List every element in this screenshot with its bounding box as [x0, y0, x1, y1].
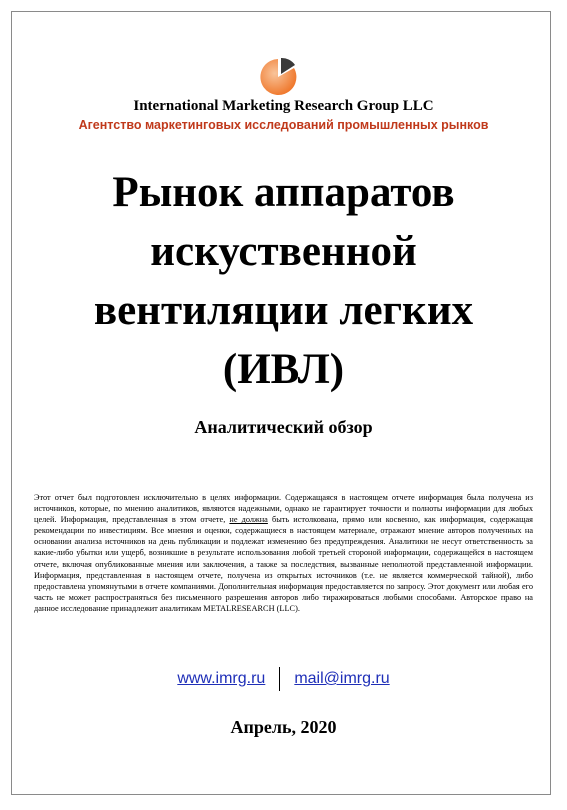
organization-subtitle: Агентство маркетинговых исследований промышленных рынков [78, 118, 489, 132]
disclaimer-part-2: быть истолкована, прямо или косвенно, как информация, содержащая рекомендации по инвестициям. Все мнения и оценки, содержащиеся в настоящем материале, отражают мнение авторов полученных на основании анализа источников на день публикации и подлежат изменению без предупреждения. Аналитики не несут ответственность за какие-либо убытки или ущерб, возникшие в результате использования любой третьей стороной информации, содержащейся в настоящем отчете, включая опубликованные мнения или заключения, а также за последствия, вызванные неполнотой представленной информации. Информация, представленная в настоящем отчете, получена из открытых источников (т.е. не является коммерческой тайной), либо предоставлена упомянутыми в отчете компаниями. Дополнительная информация предоставляется по запросу. Этот документ или любая его часть не может распространяться без письменного разрешения авторов либо тиражироваться любыми способами. Авторское право на данное исследование принадлежит аналитикам METALRESEARCH (LLC). [34, 515, 533, 613]
report-title-line: искуственной [150, 228, 417, 275]
report-title-line: (ИВЛ) [222, 346, 345, 393]
contact-divider [279, 667, 280, 691]
disclaimer-part-1: Этот отчет был подготовлен исключительно в целях информации. Содержащаяся в настоящем отчете информация была получена из источников, которые, по мнению аналитиков, являются надежными, однако не гарантирует точности и полноты информации для любых целей. Информация, представленная в этом отчете, [34, 493, 533, 525]
disclaimer-text [34, 492, 533, 614]
contacts [0, 667, 567, 691]
report-title-line: Рынок аппаратов [112, 169, 455, 216]
report-title [20, 163, 547, 399]
email-link[interactable]: mail@imrg.ru [294, 670, 390, 687]
report-subtitle: Аналитический обзор [194, 417, 373, 437]
organization-name: International Marketing Research Group LLC [133, 98, 434, 114]
website-link[interactable]: www.imrg.ru [177, 670, 266, 687]
pie-logo-icon [258, 56, 298, 96]
disclaimer-underlined: не должна [229, 515, 268, 525]
report-date: Апрель, 2020 [230, 717, 337, 737]
report-title-line: вентиляции легких [93, 287, 474, 334]
